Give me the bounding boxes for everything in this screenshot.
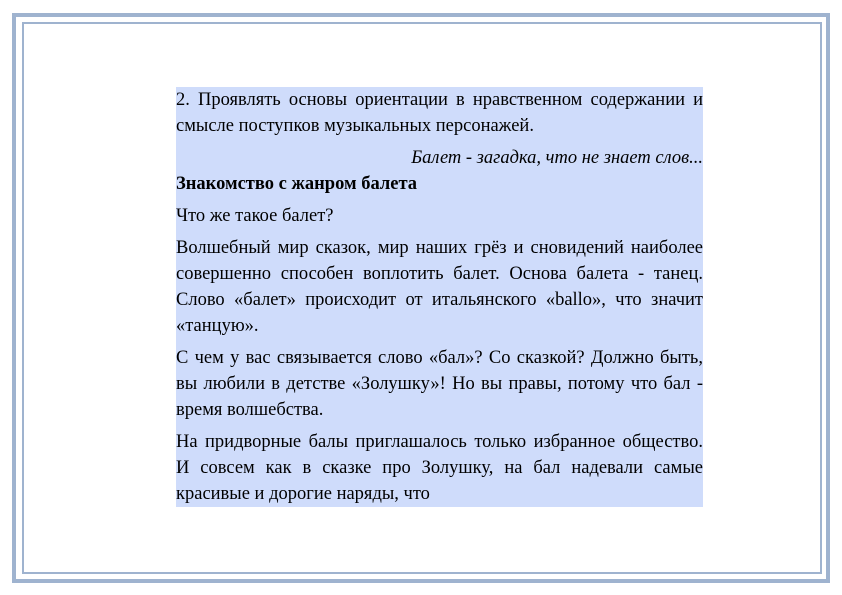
text-block	[176, 87, 703, 507]
lesson-goal: 2. Проявлять основы ориентации в нравственном содержании и смысле поступков музыкальных персонажей.	[176, 87, 703, 139]
question-text: Что же такое балет?	[176, 197, 703, 229]
paragraph-ball-association: С чем у вас связывается слово «бал»? Со сказкой? Должно быть, вы любили в детстве «Золушку»! Но вы правы, потому что бал - время волшебства.	[176, 339, 703, 423]
paragraph-court-balls: На придворные балы приглашалось только избранное общество. И совсем как в сказке про Золушку, на бал надевали самые красивые и дорогие наряды, что	[176, 423, 703, 507]
section-heading: Знакомство с жанром балета	[176, 171, 703, 197]
paragraph-ballet-definition: Волшебный мир сказок, мир наших грёз и сновидений наиболее совершенно способен воплотить балет. Основа балета - танец. Слово «балет» происходит от итальянского «ballo», что значит «танцую».	[176, 229, 703, 339]
epigraph: Балет - загадка, что не знает слов...	[176, 139, 703, 171]
